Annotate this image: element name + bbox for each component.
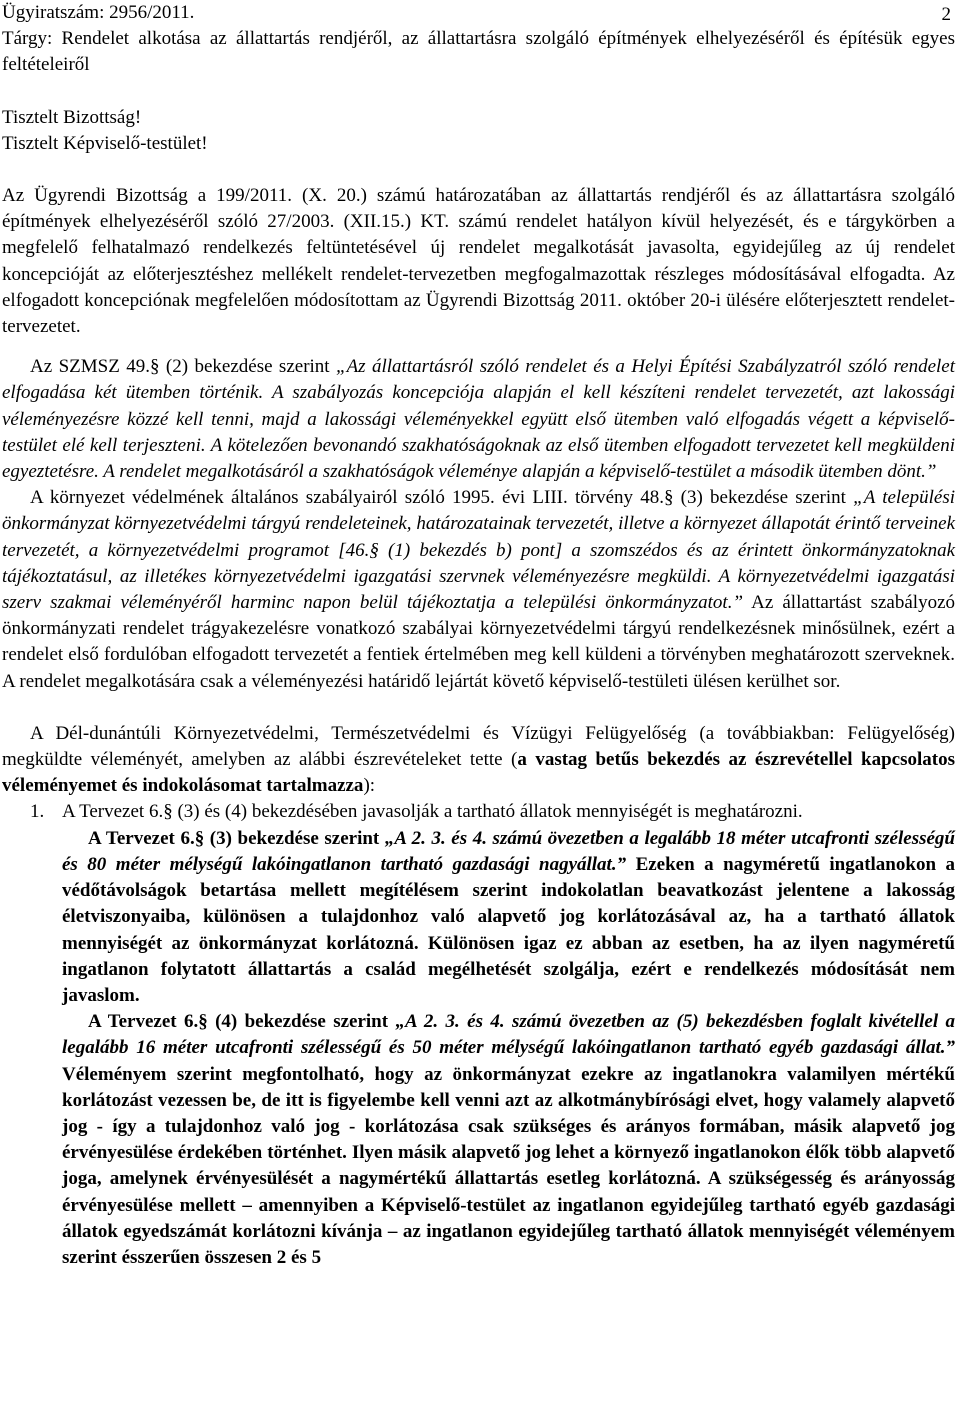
inspectorate-tail: ):: [363, 775, 376, 797]
salutation-council: Tisztelt Képviselő-testület!: [2, 132, 208, 154]
section-6-3-opinion: Ezeken a nagyméretű ingatlanokon a védőtávolságok betartása mellett megítélésem szerint indokolatlan beavatkozást jelentene a lakosság életviszonyaiba, különösen a tulajdonhoz való alapvető jog korlátozásával az, ha a tartható állatok mennyiségét az önkormányzat korlátozná. Különösen igaz ez abban az esetben, ha az ilyen nagyméretű ingatlanon folytatott állattartás a család megélhetését szolgálja, ezért e rendelkezés módosítását nem javaslom.: [62, 853, 955, 1006]
law-quote: „A települési önkormányzat környezetvédelmi tárgyú rendeleteinek, határozatainak tervezetét, illetve a környezet állapotát érintő terveinek tervezetét, a környezetvédelmi programot [46.§ (1) bekezdés b) pont] a szomszédos és az érintett önkormányzatoknak tájékoztatásul, az illetékes környezetvédelmi igazgatási szervnek véleményezésre megküldi. A környezetvédelmi igazgatási szerv szakmai véleményéről harminc napon belül tájékoztatja a települési önkormányzatot.”: [2, 487, 956, 614]
paragraph-inspectorate: [2, 721, 955, 800]
document-page: [2, 0, 955, 1271]
law-lead: A környezet védelmének általános szabályairól szóló 1995. évi LIII. törvény 48.§ (3) bekezdése szerint: [30, 487, 854, 509]
list-item-number: 1.: [30, 801, 45, 823]
paragraph-section-6-4: [62, 1009, 955, 1271]
item-1-discussion: [2, 826, 955, 1271]
salutation-committee: Tisztelt Bizottság!: [2, 106, 142, 128]
inspectorate-lead: A Dél-dunántúli Környezetvédelmi, Természetvédelmi és Vízügyi Felügyelőség (a továbbiakban: Felügyelőség) megküldte véleményét, amelyben az alábbi észrevételeket tette (: [2, 722, 955, 771]
section-6-3-lead: A Tervezet 6.§ (3) bekezdése szerint: [88, 827, 385, 849]
page-number: 2: [941, 4, 951, 25]
section-6-4-lead: A Tervezet 6.§ (4) bekezdése szerint: [88, 1011, 396, 1033]
inspectorate-bold-note: a vastag betűs bekezdés az észrevétellel kapcsolatos véleményemet és indokolásomat tartalmazza: [2, 749, 955, 797]
section-6-4-opinion: Véleményem szerint megfontolható, hogy az önkormányzat ezekre az ingatlanokra valamilyen mértékű korlátozást vezessen be, de itt is figyelembe kell venni azt az alkotmánybírósági elvet, hogy valamely alapvető jog - így a tulajdonhoz való jog - korlátozása csak szükséges és arányos formában, másik alapvető jog érvényesülése érdekében történhet. Ilyen másik alapvető jog lehet a környező ingatlanokon élők több alapvető joga, amelynek érvényesülését a nagymértékű állattartás esetleg korlátozná. A szükségesség és arányosság érvényesülése mellett – amennyiben a Képviselő-testület az ingatlanon egyidejűleg tartható egyéb gazdasági állatok egyedszámát korlátozni kívánja – az ingatlanon egyidejűleg tartható állatok mennyiségét véleményem szerint ésszerűen összesen 2 és 5: [62, 1063, 955, 1268]
case-number: Ügyiratszám: 2956/2011.: [2, 2, 195, 23]
paragraph-section-6-3: [62, 826, 955, 1009]
paragraph-szmsz: [2, 354, 955, 485]
paragraph-environment-law: [2, 485, 955, 695]
list-item-text: A Tervezet 6.§ (3) és (4) bekezdésében javasolják a tartható állatok mennyiségét is meghatározni.: [62, 801, 803, 823]
szmsz-lead: Az SZMSZ 49.§ (2) bekezdése szerint: [30, 356, 336, 378]
szmsz-quote: „Az állattartásról szóló rendelet és a Helyi Építési Szabályzatról szóló rendelet elfogadása két ütemben történik. A szabályozás koncepciója alapján el kell készíteni rendelet tervezetét, azt lakossági véleményezésre közzé kell tenni, majd a lakossági véleményekkel együtt első ütemben való elfogadás végett a képviselő-testület elé kell terjeszteni. A kötelezően bevonandó szakhatóságoknak az első ütemben elfogadott tervezetet kell megküldeni egyeztetésre. A rendelet megalkotásáról a szakhatóságok véleménye alapján a képviselő-testület a második ütemben dönt.”: [2, 356, 955, 483]
list-item: [2, 799, 955, 825]
section-6-4-quote: „A 2. 3. és 4. számú övezetben az (5) bekezdésben foglalt kivétellel a legalább 16 méter utcafronti szélességű és 50 méter mélységű lakóingatlanon tartható egyéb gazdasági állat.”: [62, 1011, 955, 1059]
subject-line: Tárgy: Rendelet alkotása az állattartás rendjéről, az állattartásra szolgáló építmények elhelyezéséről és építésük egyes feltételeiről: [2, 28, 955, 76]
law-rest: Az állattartást szabályozó önkormányzati rendelet trágyakezelésre vonatkozó szabályai környezetvédelmi tárgyú rendelkezésnek minősülnek, ezért a rendelet első fordulóban elfogadott tervezetét a fentiek értelmében meg kell küldeni a törvényben meghatározott szerveknek. A rendelet megalkotására csak a véleményezési határidő lejártát követő képviselő-testületi ülésen kerülhet sor.: [2, 592, 956, 692]
paragraph-committee-decision: Az Ügyrendi Bizottság a 199/2011. (X. 20.) számú határozatában az állattartás rendjéről és az állattartásra szolgáló építmények elhelyezéséről szóló 27/2003. (XII.15.) KT. számú rendelet hatályon kívül helyezését, és e tárgykörben a megfelelő felhatalmazó rendelkezés feltüntetésével új rendelet megalkotását javasolta, egyidejűleg az új rendelet koncepcióját az előterjesztéshez mellékelt rendelet-tervezetben megfogalmazottak részleges módosításával elfogadta. Az elfogadott koncepciónak megfelelően módosítottam az Ügyrendi Bizottság 2011. október 20-i ülésére előterjesztett rendelet-tervezetet.: [2, 185, 955, 338]
section-6-3-quote: „A 2. 3. és 4. számú övezetben a legalább 18 méter utcafronti szélességű és 80 méter mélységű lakóingatlanon tartható gazdasági nagyállat.”: [62, 827, 955, 875]
